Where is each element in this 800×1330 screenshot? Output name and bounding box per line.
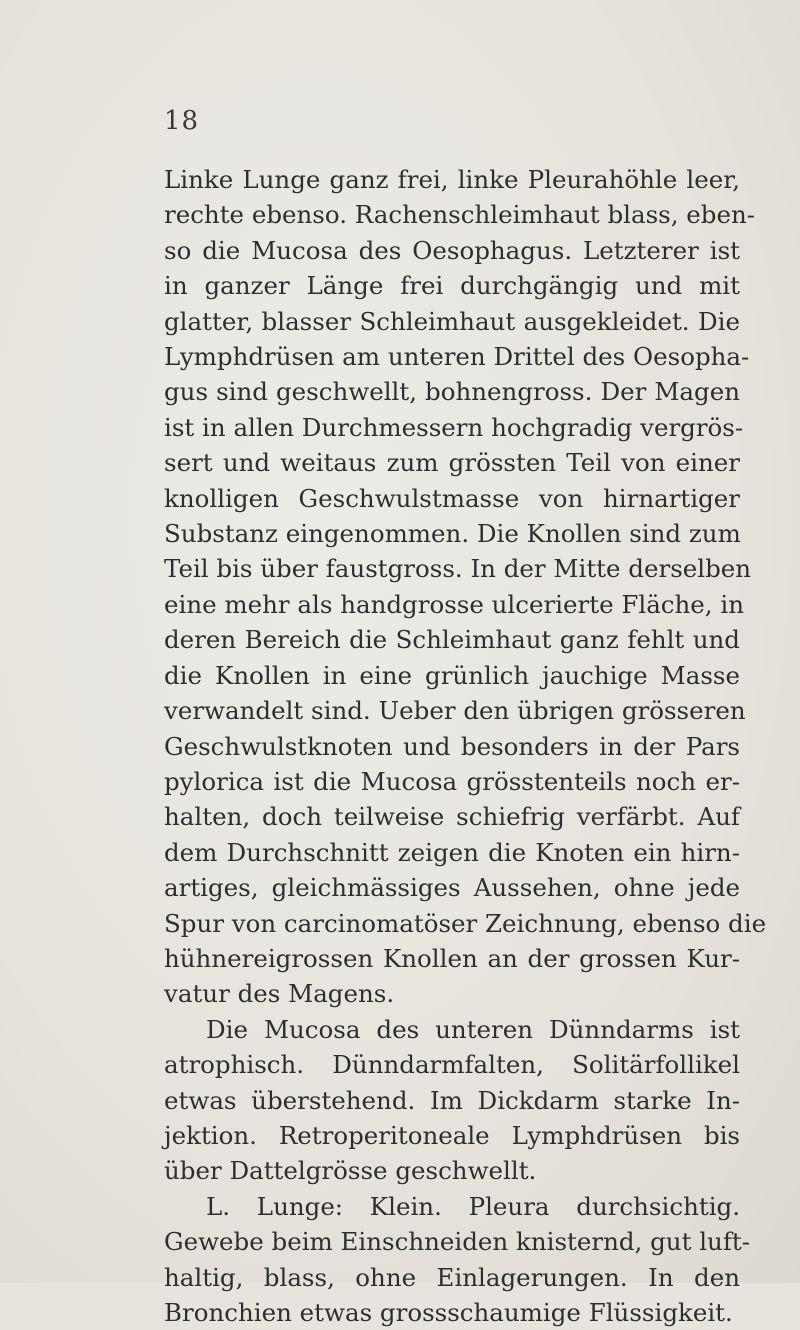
- text-line: gus sind geschwellt, bohnengross. Der Magen: [164, 377, 740, 407]
- text-line: etwas überstehend. Im Dickdarm starke In-: [164, 1085, 740, 1115]
- text-line: glatter, blasser Schleimhaut ausgekleidet. Die: [164, 306, 740, 336]
- text-line: über Dattelgrösse geschwellt.: [164, 1156, 537, 1186]
- text-line: pylorica ist die Mucosa grösstenteils noch er-: [164, 766, 740, 796]
- text-line: Teil bis über faustgross. In der Mitte derselben: [164, 554, 752, 584]
- text-line: halten, doch teilweise schiefrig verfärbt. Auf: [164, 802, 740, 832]
- text-line: sert und weitaus zum grössten Teil von einer: [164, 448, 740, 478]
- text-line: deren Bereich die Schleimhaut ganz fehlt und: [164, 625, 740, 655]
- text-line: Linke Lunge ganz frei, linke Pleurahöhle leer,: [164, 165, 740, 194]
- page-number: 18: [164, 106, 200, 136]
- text-line: atrophisch. Dünndarmfalten, Solitärfollikel: [164, 1050, 740, 1080]
- text-line: in ganzer Länge frei durchgängig und mit: [164, 271, 740, 301]
- text-line: ist in allen Durchmessern hochgradig vergrös-: [164, 412, 744, 442]
- text-line: artiges, gleichmässiges Aussehen, ohne jede: [164, 873, 740, 903]
- body-text: [164, 162, 767, 1330]
- text-line: Spur von carcinomatöser Zeichnung, ebenso die: [164, 908, 767, 938]
- text-line: Substanz eingenommen. Die Knollen sind zum: [164, 519, 741, 549]
- text-line: knolligen Geschwulstmasse von hirnartiger: [164, 483, 740, 513]
- text-line: eine mehr als handgrosse ulcerierte Fläche, in: [164, 589, 744, 619]
- text-line: Lymphdrüsen am unteren Drittel des Oesopha-: [164, 342, 750, 372]
- text-line: hühnereigrossen Knollen an der grossen Kur-: [164, 943, 740, 973]
- text-line: so die Mucosa des Oesophagus. Letzterer ist: [164, 235, 740, 265]
- text-line: verwandelt sind. Ueber den übrigen grösseren: [164, 696, 746, 726]
- text-line: Bronchien etwas grossschaumige Flüssigkeit.: [164, 1298, 733, 1327]
- text-line: Die Mucosa des unteren Dünndarms ist: [206, 1014, 740, 1044]
- text-line: haltig, blass, ohne Einlagerungen. In den: [164, 1262, 740, 1292]
- text-line: die Knollen in eine grünlich jauchige Masse: [164, 660, 740, 690]
- text-line: L. Lunge: Klein. Pleura durchsichtig.: [206, 1191, 740, 1221]
- text-line: Geschwulstknoten und besonders in der Pars: [164, 731, 740, 761]
- text-line: jektion. Retroperitoneale Lymphdrüsen bis: [164, 1120, 740, 1150]
- text-line: rechte ebenso. Rachenschleimhaut blass, eben-: [164, 200, 756, 230]
- text-line: Gewebe beim Einschneiden knisternd, gut luft-: [164, 1227, 751, 1257]
- text-line: vatur des Magens.: [164, 979, 395, 1009]
- text-line: dem Durchschnitt zeigen die Knoten ein hirn-: [164, 837, 740, 867]
